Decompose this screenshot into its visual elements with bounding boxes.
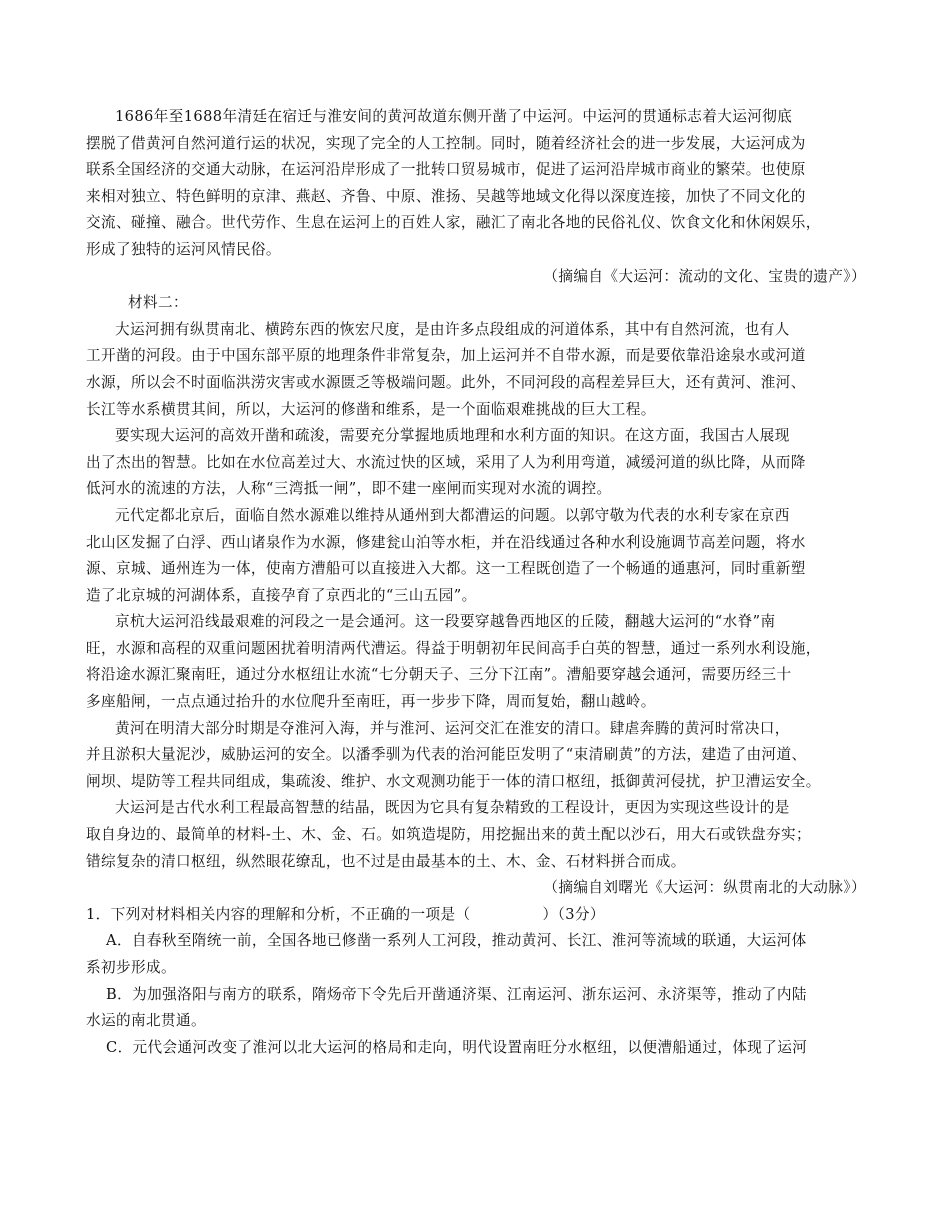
paragraph-line: 低河水的流速的方法，人称“三湾抵一闸”，即不建一座闸而实现对水流的调控。	[86, 480, 612, 498]
material-one	[86, 104, 866, 290]
paragraph-line: 大运河是古代水利工程最高智慧的结晶，既因为它具有复杂精致的工程设计，更因为实现这些设计的是	[115, 799, 790, 817]
paragraph-line: 大运河拥有纵贯南北、横跨东西的恢宏尺度，是由许多点段组成的河道体系，其中有自然河流，也有人	[115, 320, 790, 338]
paragraph-line: 造了北京城的河湖体系，直接孕育了京西北的“三山五园”。	[86, 586, 477, 604]
paragraph-line: 工开凿的河段。由于中国东部平原的地理条件非常复杂，加上运河并不自带水源，而是要依靠沿途泉水或河道	[86, 347, 806, 365]
option-b-line: B．为加强洛阳与南方的联系，隋炀帝下令先后开凿通济渠、江南运河、浙东运河、永济渠等，推动了内陆	[106, 985, 807, 1003]
paragraph-line: 旺，水源和高程的双重问题困扰着明清两代漕运。得益于明朝初年民间高手白英的智慧，通过一系列水利设施，	[86, 639, 821, 657]
paragraph-line: 多座船闸，一点点通过抬升的水位爬升至南旺，再一步步下降，周而复始，翻山越岭。	[86, 693, 656, 711]
material-one-line: 联系全国经济的交通大动脉，在运河沿岸形成了一批转口贸易城市，促进了运河沿岸城市商业的繁荣。也使原	[86, 161, 806, 179]
paragraph-line: 闸坝、堤防等工程共同组成，集疏浚、维护、水文观测功能于一体的清口枢纽，抵御黄河侵扰，护卫漕运安全。	[86, 772, 821, 790]
paragraph-line: 出了杰出的智慧。比如在水位高差过大、水流过快的区域，采用了人为利用弯道，减缓河道的纵比降，从而降	[86, 453, 806, 471]
question-stem	[86, 902, 866, 929]
option-b-line: 水运的南北贯通。	[86, 1012, 206, 1030]
paragraph	[86, 503, 866, 609]
option-a-line: A．自春秋至隋统一前，全国各地已修凿一系列人工河段，推动黄河、长江、淮河等流域的联通，大运河体	[106, 932, 807, 950]
material-two-source: （摘编自刘曙光《大运河：纵贯南北的大动脉》）	[543, 879, 866, 897]
option-c	[86, 1035, 866, 1062]
paragraph-line: 京杭大运河沿线最艰难的河段之一是会通河。这一段要穿越鲁西地区的丘陵，翻越大运河的“水脊”南	[115, 613, 776, 631]
material-two	[86, 290, 866, 902]
paragraph-line: 要实现大运河的高效开凿和疏浚，需要充分掌握地质地理和水利方面的知识。在这方面，我国古人展现	[115, 427, 790, 445]
material-one-line: 形成了独特的运河风情民俗。	[86, 240, 281, 258]
material-one-line: 交流、碰撞、融合。世代劳作、生息在运河上的百姓人家，融汇了南北各地的民俗礼仪、饮食文化和休闲娱乐，	[86, 214, 821, 232]
question-stem-text: 1．下列对材料相关内容的理解和分析，不正确的一项是（	[86, 905, 471, 923]
material-one-line: 1686年至1688年清廷在宿迁与淮安间的黄河故道东侧开凿了中运河。中运河的贯通标志着大运河彻底	[115, 108, 793, 125]
option-a	[86, 928, 866, 981]
option-c-line: C．元代会通河改变了淮河以北大运河的格局和走向，明代设置南旺分水枢纽，以便漕船通过，体现了运河	[106, 1038, 808, 1056]
paragraph-line: 将沿途水源汇聚南旺，通过分水枢纽让水流“七分朝天子、三分下江南”。漕船要穿越会通河，需要历经三十	[86, 666, 792, 684]
material-one-source: （摘编自《大运河：流动的文化、宝贵的遗产》）	[543, 267, 866, 285]
paragraph-line: 北山区发掘了白浮、西山诸泉作为水源，修建瓮山泊等水柜，并在沿线通过各种水利设施调节高差问题，将水	[86, 533, 806, 551]
paragraph	[86, 609, 866, 715]
paragraph-line: 取自身边的、最简单的材料-土、木、金、石。如筑造堤防，用挖掘出来的黄土配以沙石，用大石或铁盘夯实；	[86, 826, 812, 844]
material-one-line: 摆脱了借黄河自然河道行运的状况，实现了完全的人工控制。同时，随着经济社会的进一步发展，大运河成为	[86, 134, 806, 152]
paragraph-line: 长江等水系横贯其间，所以，大运河的修凿和维系，是一个面临艰难挑战的巨大工程。	[86, 400, 656, 418]
paragraph-line: 黄河在明清大部分时期是夺淮河入海，并与淮河、运河交汇在淮安的清口。肆虐奔腾的黄河时常决口，	[115, 719, 790, 737]
paragraph	[86, 795, 866, 875]
material-two-heading: 材料二：	[128, 294, 188, 312]
paragraph	[86, 317, 866, 423]
option-b	[86, 982, 866, 1035]
paragraph-line: 水源，所以会不时面临洪涝灾害或水源匮乏等极端问题。此外，不同河段的高程差异巨大，还有黄河、淮河、	[86, 373, 806, 391]
paragraph-line: 并且淤积大量泥沙，威胁运河的安全。以潘季驯为代表的治河能臣发明了“束清刷黄”的方法，建造了由河道、	[86, 746, 807, 764]
paragraph-line: 源、京城、通州连为一体，使南方漕船可以直接进入大都。这一工程既创造了一个畅通的通惠河，同时重新塑	[86, 560, 806, 578]
paragraph-line: 元代定都北京后，面临自然水源难以维持从通州到大都漕运的问题。以郭守敬为代表的水利专家在京西	[115, 506, 790, 524]
paragraph	[86, 716, 866, 796]
paragraph-line: 错综复杂的清口枢纽，纵然眼花缭乱，也不过是由最基本的土、木、金、石材料拼合而成。	[86, 852, 686, 870]
paragraph	[86, 423, 866, 503]
material-one-line: 来相对独立、特色鲜明的京津、燕赵、齐鲁、中原、淮扬、吴越等地域文化得以深度连接，加快了不同文化的	[86, 187, 806, 205]
question-one	[86, 902, 866, 1062]
option-a-line: 系初步形成。	[86, 959, 176, 976]
question-score: ）（3分）	[542, 905, 605, 923]
